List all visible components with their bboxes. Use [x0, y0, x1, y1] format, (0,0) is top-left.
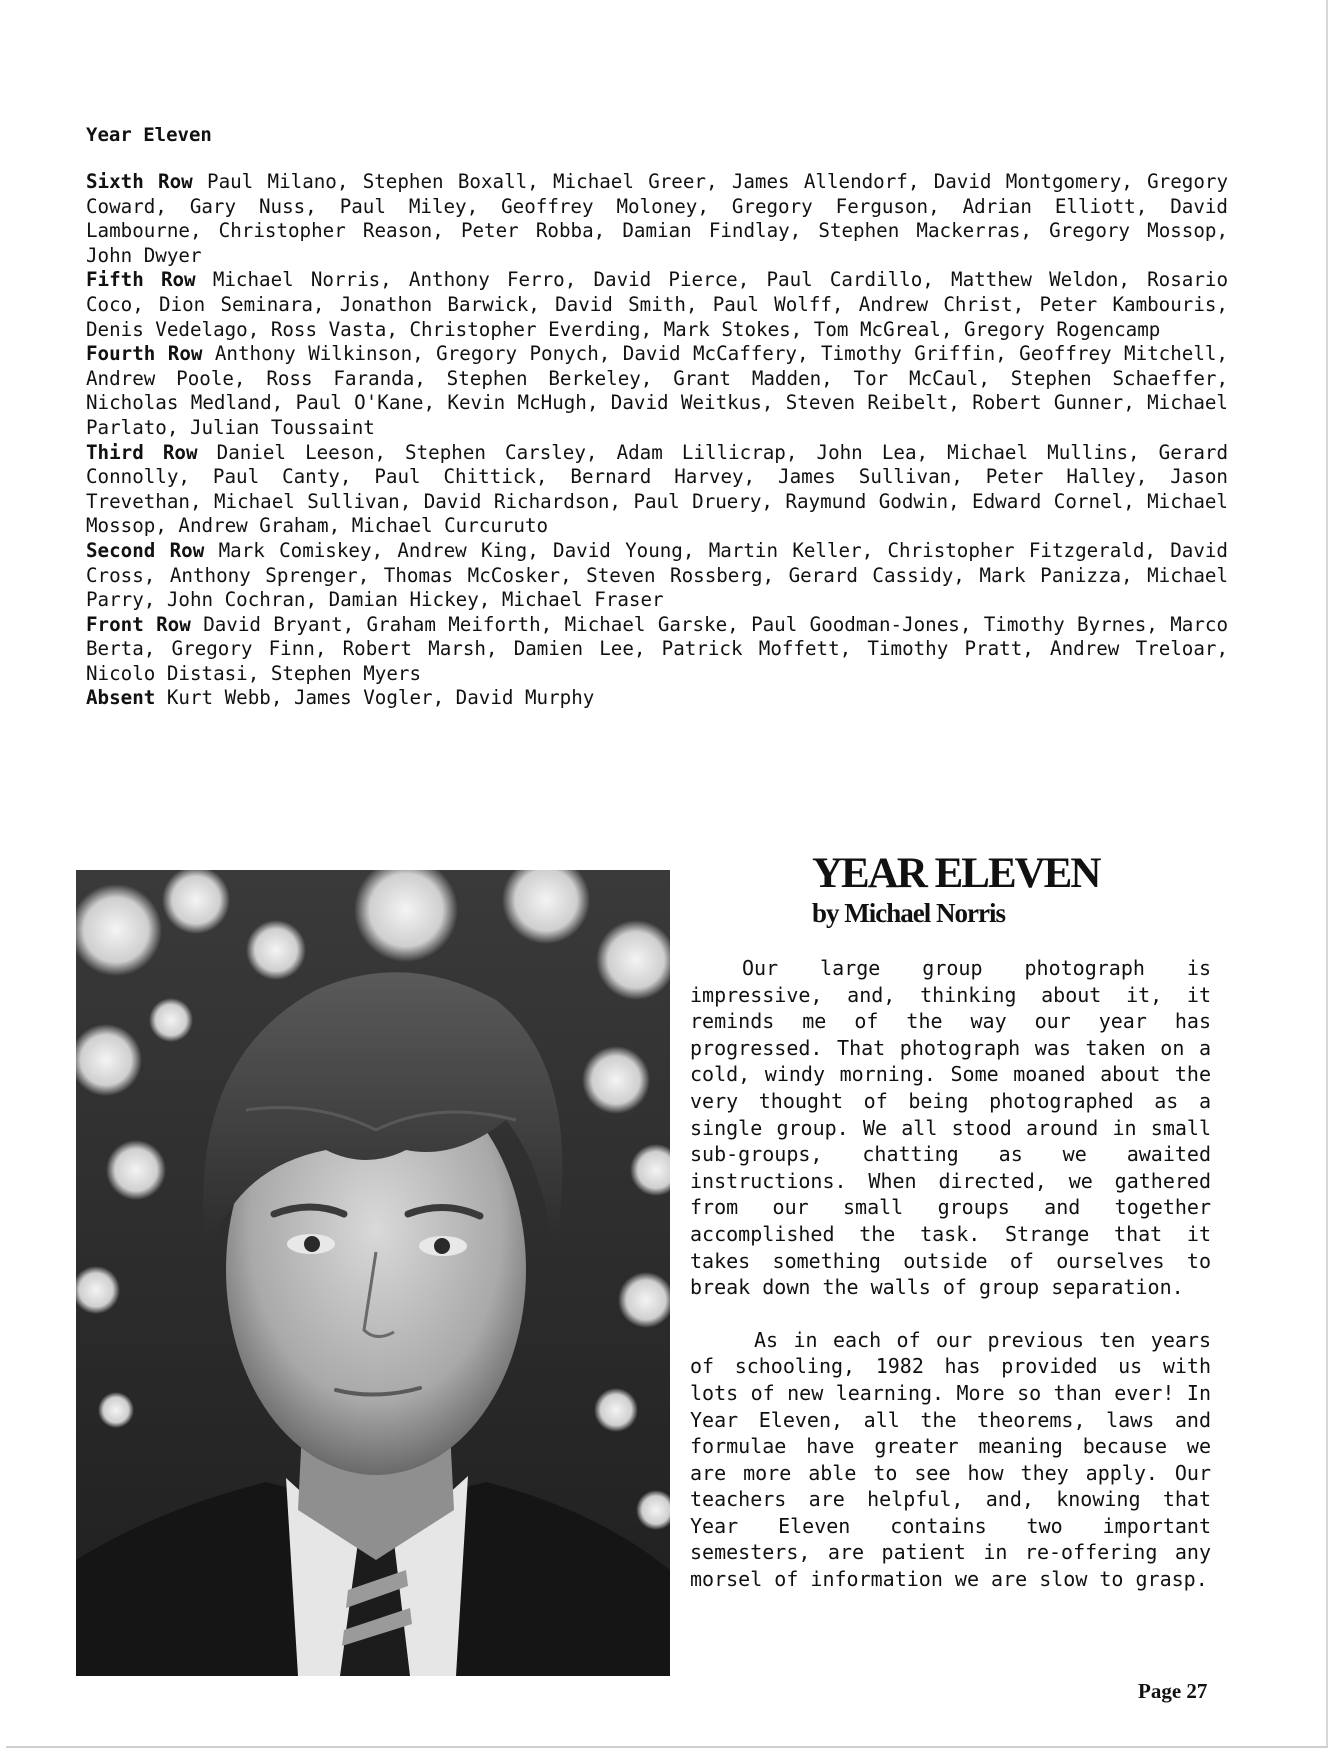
article-byline: by Michael Norris	[812, 898, 1005, 928]
roster-row-third	[86, 441, 1228, 539]
article-paragraph: As in each of our previous ten years of schooling, 1982 has provided us with lots of new learning. More so than ever! In Year Eleven, all the theorems, laws and formulae have greater meaning because we are more able to see how they apply. Our teachers are helpful, and, knowing that Year Eleven contains two important semesters, are patient in re-offering any morsel of information we are slow to grasp.	[690, 1327, 1211, 1592]
row-label: Sixth Row	[86, 170, 193, 193]
row-names: Paul Milano, Stephen Boxall, Michael Greer, James Allendorf, David Montgomery, Gregory Coward, Gary Nuss, Paul Miley, Geoffrey Moloney, Gregory Ferguson, Adrian Elliott, David Lambourne, Christopher Reason, Peter Robba, Damian Findlay, Stephen Mackerras, Gregory Mossop, John Dwyer	[86, 170, 1228, 267]
row-names: David Bryant, Graham Meiforth, Michael Garske, Paul Goodman-Jones, Timothy Byrnes, Marco Berta, Gregory Finn, Robert Marsh, Damien Lee, Patrick Moffett, Timothy Pratt, Andrew Treloar, Nicolo Distasi, Stephen Myers	[86, 612, 1228, 685]
row-label: Second Row	[86, 538, 205, 562]
article-body	[690, 955, 1211, 1593]
roster-row-front	[86, 613, 1228, 687]
row-label: Fifth Row	[86, 268, 196, 292]
student-portrait-photo	[76, 870, 670, 1676]
page-number: Page 27	[1138, 1679, 1208, 1703]
row-names: Michael Norris, Anthony Ferro, David Pierce, Paul Cardillo, Matthew Weldon, Rosario Coco, Dion Seminara, Jonathon Barwick, David Smith, Paul Wolff, Andrew Christ, Peter Kambouris, Denis Vedelago, Ross Vasta, Christopher Everding, Mark Stokes, Tom McGreal, Gregory Rogencamp	[86, 268, 1228, 341]
row-label: Third Row	[86, 440, 198, 464]
row-names: Anthony Wilkinson, Gregory Ponych, David McCaffery, Timothy Griffin, Geoffrey Mitchell, Andrew Poole, Ross Faranda, Stephen Berkeley, Grant Madden, Tor McCaul, Stephen Schaeffer, Nicholas Medland, Paul O'Kane, Kevin McHugh, David Weitkus, Steven Reibelt, Robert Gunner, Michael Parlato, Julian Toussaint	[86, 342, 1228, 439]
roster-row-fourth	[86, 342, 1228, 440]
row-label: Front Row	[86, 612, 191, 636]
row-label: Fourth Row	[86, 342, 203, 366]
names-section-title: Year Eleven	[86, 124, 212, 146]
roster-row-absent	[86, 686, 1228, 711]
roster-row-sixth	[86, 170, 1228, 268]
class-roster	[86, 170, 1228, 711]
row-names: Mark Comiskey, Andrew King, David Young, Martin Keller, Christopher Fitzgerald, David Cross, Anthony Sprenger, Thomas McCosker, Steven Rossberg, Gerard Cassidy, Mark Panizza, Michael Parry, John Cochran, Damian Hickey, Michael Fraser	[86, 538, 1228, 612]
roster-row-fifth	[86, 268, 1228, 342]
roster-row-second	[86, 539, 1228, 613]
row-names: Daniel Leeson, Stephen Carsley, Adam Lillicrap, John Lea, Michael Mullins, Gerard Connolly, Paul Canty, Paul Chittick, Bernard Harvey, James Sullivan, Peter Halley, Jason Trevethan, Michael Sullivan, David Richardson, Paul Druery, Raymund Godwin, Edward Cornel, Michael Mossop, Andrew Graham, Michael Curcuruto	[86, 440, 1228, 538]
row-label: Absent	[86, 686, 156, 710]
article-paragraph: Our large group photograph is impressive, and, thinking about it, it reminds me of the way our year has progressed. That photograph was taken on a cold, windy morning. Some moaned about the very thought of being photographed as a single group. We all stood around in small sub-groups, chatting as we awaited instructions. When directed, we gathered from our small groups and together accomplished the task. Strange that it takes something outside of ourselves to break down the walls of group separation.	[690, 956, 1211, 1300]
row-names: Kurt Webb, James Vogler, David Murphy	[166, 686, 595, 710]
article-title: YEAR ELEVEN	[812, 850, 1100, 897]
